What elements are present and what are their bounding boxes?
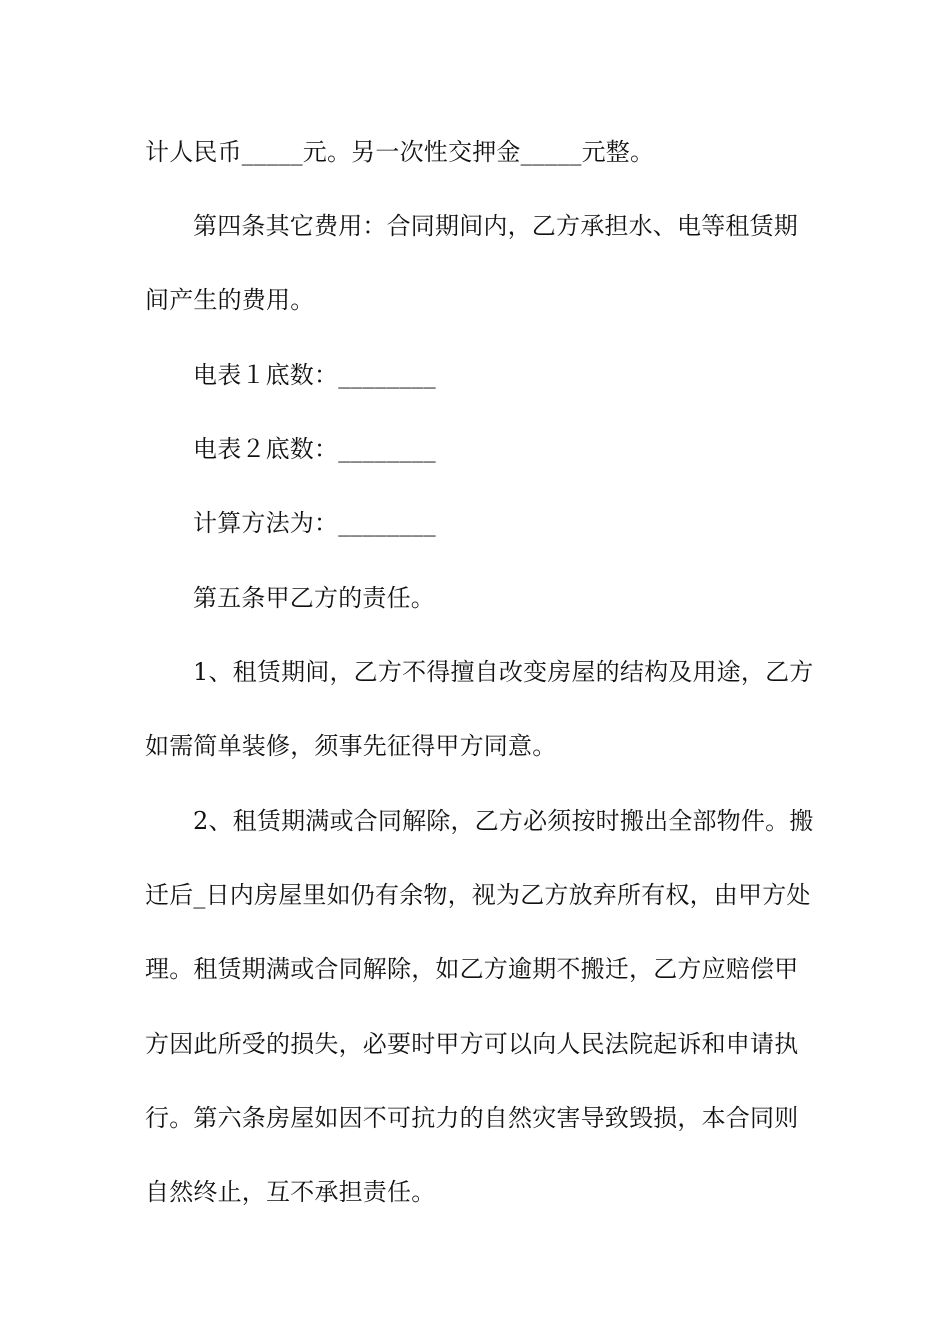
meter-2-reading: 电表２底数：________	[193, 435, 436, 463]
text-line: 理。租赁期满或合同解除，如乙方逾期不搬迁，乙方应赔偿甲	[145, 955, 799, 983]
text-line: 迁后_日内房屋里如仍有余物，视为乙方放弃所有权，由甲方处	[145, 881, 811, 909]
item-2-text: 2、租赁期满或合同解除，乙方必须按时搬出全部物件。搬	[193, 807, 814, 835]
item-1-text: 1、租赁期间，乙方不得擅自改变房屋的结构及用途，乙方	[193, 658, 814, 686]
calculation-method: 计算方法为：________	[193, 509, 436, 537]
clause-6-text: 行。第六条房屋如因不可抗力的自然灾害导致毁损，本合同则	[145, 1104, 799, 1132]
text-line: 如需简单装修，须事先征得甲方同意。	[145, 732, 557, 760]
clause-5-heading: 第五条甲乙方的责任。	[193, 584, 435, 612]
text-line: 间产生的费用。	[145, 286, 315, 314]
text-line: 自然终止，互不承担责任。	[145, 1178, 436, 1206]
clause-4-heading: 第四条其它费用：合同期间内，乙方承担水、电等租赁期	[193, 212, 798, 240]
text-line: 方因此所受的损失，必要时甲方可以向人民法院起诉和申请执	[145, 1030, 799, 1058]
text-line-deposit: 计人民币_____元。另一次性交押金_____元整。	[145, 138, 655, 166]
meter-1-reading: 电表１底数：________	[193, 361, 436, 389]
